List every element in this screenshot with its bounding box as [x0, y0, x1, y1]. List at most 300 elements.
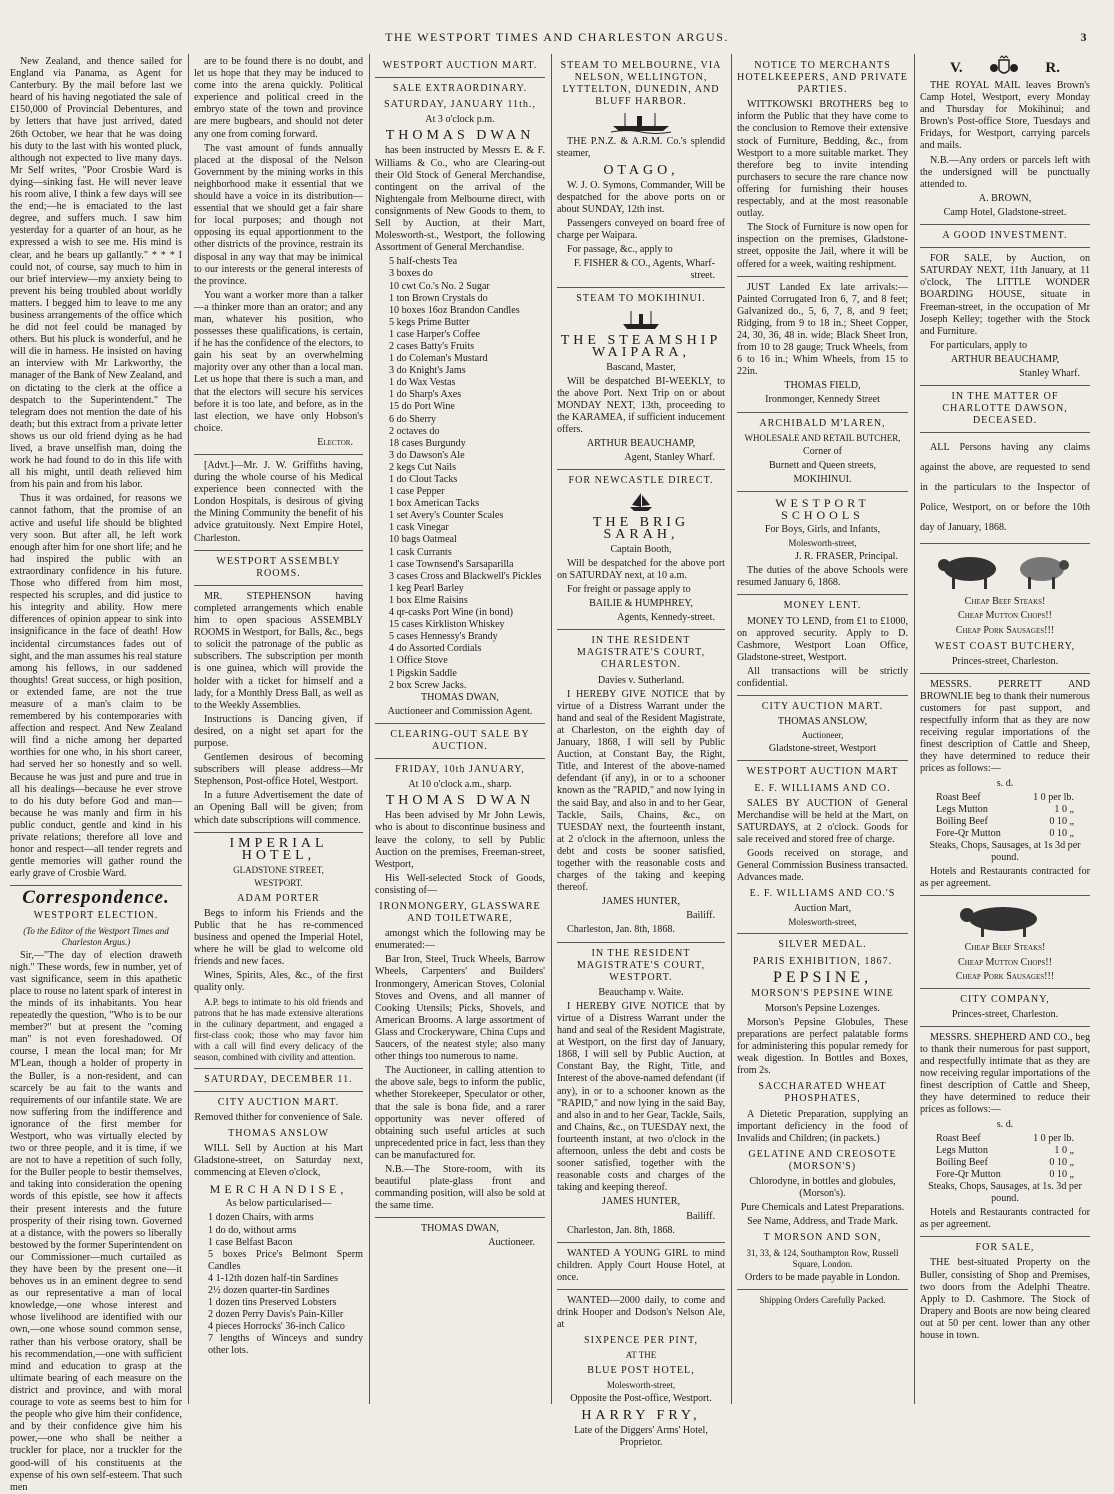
ad-subheading: As below particularised—: [225, 1198, 332, 1210]
column-4: [557, 56, 725, 1448]
signature: JAMES HUNTER,: [602, 896, 680, 908]
divider: [10, 885, 182, 886]
list-item: 18 cases Burgundy: [389, 437, 466, 449]
agent-address: Agents, Kennedy-street.: [617, 612, 715, 624]
letter-paragraph: The vast amount of funds annually placed at the disposal of the Nelson Government by the mining works in this neighborhood make it essential that we should have a voice in its distribution—essential that we should get a fair share for local purposes; and though not opposing its equal apportionment to the other districts of the province, restrain its disposal in any way that may be inimical to our interests or the general interests of the province.: [194, 142, 363, 287]
ad-text: JUST Landed Ex late arrivals:—Painted Corrugated Iron 6, 7, and 8 feet; Galvanized do., 5, 6, 7, 8, and 9 feet; Ridging, from 9 to 18 in.; Sheet Copper, 24, 30, 36, 48 in. wide; Black Sheet Iron, from 10 to 28 gauge; Truck Wheels, from 6 to 16 in.; Whim Wheels, from 15 to 22in.: [737, 281, 908, 378]
list-item: 4 qr-casks Port Wine (in bond): [389, 607, 513, 619]
list-item: 1 cask Vinegar: [389, 522, 449, 534]
divider: [194, 550, 363, 551]
list-item: 10 boxes 16oz Brandon Candles: [389, 304, 520, 316]
address: Gladstone-street, Westport: [768, 743, 877, 755]
ad-text: A Dietetic Preparation, supplying an important deficiency in the food of Invalids and Children; (in packets.): [737, 1108, 908, 1144]
case-name: Davies v. Sutherland.: [597, 674, 685, 686]
divider: [920, 224, 1090, 225]
notice-date: Charleston, Jan. 8th, 1868.: [567, 1224, 675, 1236]
column-6: [920, 56, 1090, 1406]
sailing-ship-icon: [628, 491, 654, 513]
address: Princes-street, Charleston.: [951, 655, 1059, 667]
list-item: 2 dozen Perry Davis's Pain-Killer: [208, 1309, 344, 1321]
list-item: 1 do Sharp's Axes: [389, 389, 462, 401]
address: WESTPORT.: [254, 877, 303, 888]
ad-text: MOKIHINUI.: [793, 473, 852, 485]
ad-text: MESSRS. PERRETT AND BROWNLIE beg to thank their numerous customers for past support, and respectfully inform that as they are now receiving regular importations of the finest description of Cattle and Sheep, they have determined to reduce their prices as follows:—: [920, 678, 1090, 775]
ad-text: MR. STEPHENSON having completed arrangements which enable him to open spacious ASSEMBLY ROOMS in Westport, for Balls, &c., begs to solicit the patronage of the public as subscribers. The subscription per month is one guinea, which will provide the holder with a ticket for himself and a lady, for a Monthly Dress Ball, as well as to the Weekly Assemblies.: [194, 590, 363, 711]
ad-text: Steaks, Chops, Sausages, at 1s 3d per pound.: [929, 840, 1081, 864]
ad-text: Morson's Pepsine Globules, These preparations are perfect palatable forms for administering this popular remedy for weak digestion. In Bottles and Boxes, from 2s.: [737, 1016, 908, 1077]
ad-heading: IN THE RESIDENT MAGISTRATE'S COURT, CHARLESTON.: [576, 635, 706, 671]
signature: THOMAS DWAN,: [421, 691, 499, 703]
ad-text: For passage, &c., apply to: [567, 244, 673, 256]
steamship-icon: [621, 309, 661, 331]
list-item: 1 Pigskin Saddle: [389, 667, 457, 679]
price-unit: s. d.: [996, 777, 1014, 789]
item-list: [194, 1212, 363, 1357]
signature: THOMAS FIELD,: [784, 380, 861, 392]
hotel-name: BLUE POST HOTEL,: [587, 1365, 695, 1377]
column-rule: [551, 54, 552, 1404]
ad-heading: PARIS EXHIBITION, 1867.: [752, 955, 893, 967]
ad-heading: CITY AUCTION MART.: [761, 701, 884, 713]
ad-text: Hotels and Restaurants contracted for as per agreement.: [920, 866, 1090, 890]
list-item: 1 case Townsend's Sarsaparilla: [389, 558, 514, 570]
ad-text: The duties of the above Schools were resumed January 6, 1868.: [737, 565, 908, 589]
divider: [557, 1289, 725, 1290]
price-row: [920, 816, 1090, 828]
ad-text: Auction Mart,: [793, 903, 852, 915]
divider: [920, 432, 1090, 433]
price-value: 0 10 „: [1049, 815, 1074, 827]
list-item: 5 cases Hennessy's Brandy: [389, 631, 498, 643]
ad-text: THE ROYAL MAIL leaves Brown's Camp Hotel, Westport, every Monday and Thursday for Mokihinui; and Brown's Post-office Store, Tuesdays and Fridays, for Westport, carrying parcels and mails.: [920, 80, 1090, 152]
ad-text: Bascand, Master,: [606, 361, 676, 373]
sale-date: FRIDAY, 10th JANUARY,: [395, 764, 525, 776]
letter-paragraph: are to be found there is no doubt, and let us hope that they may be induced to come into the arena quickly. Political experience and political creed in the embryo state of the town and province are mere bugbears, and should not deter any one from coming forward.: [194, 56, 363, 140]
price-item: Legs Mutton: [936, 1144, 988, 1156]
divider: [557, 287, 725, 288]
divider: [194, 832, 363, 833]
address: GLADSTONE STREET,: [233, 864, 324, 875]
notice-text: I HEREBY GIVE NOTICE that by virtue of a Distress Warrant under the hand and seal of the Resident Magistrate, at Westport, on the first day of January, 1868, I will sell by Public Auction, at Constant Bay, the Right, Title, and Interest of the above-named defendant (if any), in or to a schooner known as the "RAPID," and now lying in the said Bay, and also in and to her Gear, Tackle, Sails, and Chains, &c., on TUESDAY next, the fourteenth instant, at two o'clock in the afternoon, unless the debt and costs be sooner satisfied, together with the reasonable costs and charges of the taking and keeping thereof.: [557, 1000, 725, 1194]
price-item: Boiling Beef: [936, 1156, 988, 1168]
list-item: 3 do Knight's Jams: [389, 365, 466, 377]
ad-heading: SILVER MEDAL.: [778, 939, 867, 951]
ad-heading: SATURDAY, DECEMBER 11.: [204, 1073, 353, 1085]
ad-text: N.B.—Any orders or parcels left with the undersigned will be punctually attended to.: [920, 154, 1090, 190]
signature-title: Stanley Wharf.: [1019, 367, 1080, 379]
masthead: [0, 30, 1114, 48]
ad-text: Auctioneer,: [801, 730, 844, 741]
ad-text: SALES BY AUCTION of General Merchandise will be held at the Mart, on SATURDAYS, at 2 o'clock. Goods for sale received and stored free of charge.: [737, 797, 908, 845]
ad-text: Will be despatched for the above port on SATURDAY next, at 10 a.m.: [557, 557, 725, 581]
ad-heading: E. F. WILLIAMS AND CO.: [754, 782, 891, 794]
ad-text: The Auctioneer, in calling attention to the above sale, begs to inform the public, whether Storekeeper, Speculator or other, that the sale is bona fide, and a rarer opportunity was never offered of obtaining such useful articles at such unprecedented price in fact, less than they can be manufactured for.: [375, 1065, 545, 1161]
price-item: Boiling Beef: [936, 815, 988, 827]
ad-heading: WEST COAST BUTCHERY,: [934, 640, 1076, 652]
letter-paragraph: You want a worker more than a talker—a thinker more than an orator; and any man, whatever his position, who possesses these qualifications, is certain, if he has the confidence of the electors, to gain his seat by an overwhelming majority over any other than a local man. Let us hope that there is such a man, and that the electors will secure his services before it is too late, and before, as in the last election, we have only Hobson's choice.: [194, 289, 363, 434]
agent: BAILIE & HUMPHREY,: [589, 598, 693, 610]
bull-icon: [945, 901, 1065, 939]
divider: [920, 385, 1090, 386]
royal-coat-of-arms-icon: [989, 56, 1019, 80]
price-value: 0 10 „: [1049, 1168, 1074, 1180]
list-item: 15 do Port Wine: [389, 401, 455, 413]
list-item: 6 do Sherry: [389, 413, 437, 425]
ad-text: AT THE: [625, 1350, 657, 1361]
list-item: 1 box American Tacks: [389, 498, 480, 510]
divider: [920, 247, 1090, 248]
crest-letter: V.: [950, 59, 963, 76]
price-value: 1 0 per lb.: [1033, 791, 1074, 803]
ad-text: Has been advised by Mr John Lewis, who is about to discontinue business and leave the colony, to sell by Public Auction on the premises, Freeman-street, Westport,: [375, 810, 545, 870]
ad-text: Begs to inform his Friends and the Public that he has re-commenced business and opened the Imperial Hotel, where he will be glad to welcome old friends and new faces.: [194, 907, 363, 968]
ad-heading: MONEY LENT.: [783, 600, 862, 612]
editor-note: (To the Editor of the Westport Times and Charleston Argus.): [23, 925, 169, 947]
list-item: 5 boxes Price's Belmont Sperm Candles: [208, 1248, 363, 1272]
divider: [920, 1236, 1090, 1237]
price-list: [920, 792, 1090, 840]
list-item: 15 cases Kirkliston Whiskey: [389, 619, 505, 631]
ad-heading: SALE EXTRAORDINARY.: [392, 83, 528, 95]
ad-text: His Well-selected Stock of Goods, consisting of—: [375, 872, 545, 896]
sale-time: At 10 o'clock a.m., sharp.: [408, 779, 512, 791]
ad-text: WITTKOWSKI BROTHERS beg to inform the Public that they have come to the conclusion to Remove their extensive stock of Furniture, Bedding, &c., from Westport to a more suitable market. They therefore beg to invite intending purchasers to secure the rare chance now offering for furnishing their houses respectably, and at the most reasonable outlay.: [737, 99, 908, 220]
sale-time: At 3 o'clock p.m.: [425, 114, 495, 126]
agent: ARTHUR BEAUCHAMP,: [586, 438, 696, 450]
divider: [557, 469, 725, 470]
divider: [557, 942, 725, 943]
list-item: 3 boxes do: [389, 268, 433, 280]
list-item: 7 lengths of Winceys and sundry other lots.: [208, 1333, 363, 1357]
price-unit: s. d.: [996, 1118, 1014, 1130]
ad-text: Passengers conveyed on board free of charge per Waipara.: [557, 217, 725, 242]
case-name: Beauchamp v. Waite.: [598, 986, 684, 998]
notice-text: ALL Persons having any claims against the above, are requested to send in the particulars to the Inspector of Police, Westport, on or before the 10th day of January, 1868.: [920, 442, 1090, 534]
list-item: 3 cases Cross and Blackwell's Pickles: [389, 570, 542, 582]
list-item: 2 kegs Cut Nails: [389, 461, 457, 473]
divider: [737, 695, 908, 696]
price-row: [920, 804, 1090, 816]
list-item: 1 dozen tins Preserved Lobsters: [208, 1297, 337, 1309]
ad-text: Bar Iron, Steel, Truck Wheels, Barrow Wheels, Carpenters' and Builders' Ironmongery, American Stoves, Colonial Stoves and Ovens, and all manner of Cooking Utensils; Picks, Shovels, and American Brooms. A large assortment of Glass and Crockeryware, China Cups and Saucers, of the neatest style; also many other things too numerous to name.: [375, 954, 545, 1063]
list-item: 1 do Wax Vestas: [389, 377, 456, 389]
address: Opposite the Post-office, Westport.: [570, 1393, 712, 1405]
ad-heading: MERCHANDISE,: [209, 1182, 348, 1197]
product-name: SACCHARATED WHEAT PHOSPHATES,: [758, 1081, 887, 1105]
ad-heading: STEAM TO MELBOURNE, VIA NELSON, WELLINGTON, LYTTELTON, DUNEDIN, AND BLUFF HARBOR.: [560, 60, 722, 108]
column-rule: [188, 54, 189, 1404]
ad-text: Gentlemen desirous of becoming subscribers will please address—Mr Stephenson, Post-office Hotel, Westport.: [194, 752, 363, 788]
list-item: 1 case Belfast Bacon: [208, 1236, 293, 1248]
signature-title: Camp Hotel, Gladstone-street.: [943, 206, 1067, 218]
price-row: [920, 792, 1090, 804]
ad-heading: PEPSINE,: [772, 968, 873, 986]
ad-text: See Name, Address, and Trade Mark.: [747, 1216, 898, 1228]
price-item: Roast Beef: [936, 1132, 981, 1144]
ad-text: Chlorodyne, in bottles and globules, (Morson's).: [749, 1176, 896, 1200]
cattle-and-sheep-icon: [930, 549, 1080, 593]
ad-text: For particulars, apply to: [930, 339, 1027, 351]
ad-heading: FOR NEWCASTLE DIRECT.: [568, 475, 714, 487]
ad-text: A.P. begs to intimate to his old friends and patrons that he has made extensive alterations in the culinary department, and engaged a first-class cook; those who may favor him with a call will find every delicacy of the season, combined with civility and attention.: [194, 996, 363, 1062]
column-3: [375, 56, 545, 1406]
ad-heading: WESTPORT ASSEMBLY ROOMS.: [216, 555, 341, 579]
ad-text: WHOLESALE AND RETAIL BUTCHER,: [744, 432, 901, 443]
ad-text: For freight or passage apply to: [567, 584, 691, 595]
price-list: [920, 1133, 1090, 1181]
steamship-icon: [611, 111, 671, 133]
ad-text: For Boys, Girls, and Infants,: [764, 524, 881, 536]
list-item: 1 do do, without arms: [208, 1224, 297, 1236]
price-value: 0 10 „: [1049, 1156, 1074, 1168]
ad-text: Captain Booth,: [610, 543, 672, 555]
ad-text: Goods received on storage, and General Commission Business transacted. Advances made.: [737, 847, 908, 884]
price-row: [920, 1169, 1090, 1181]
slogan: Cheap Pork Sausages!!!: [955, 970, 1055, 982]
ad-text: Will be despatched BI-WEEKLY, to the above Port. Next Trip on or about MONDAY NEXT, 13th, proceeding to the KARAMEA, if sufficient inducement offers.: [557, 375, 725, 436]
item-list: [375, 256, 545, 691]
ad-text: Instructions is Dancing given, if desired, on a night set apart for the purpose.: [194, 713, 363, 749]
list-item: 4 do Assorted Cordials: [389, 643, 482, 655]
ad-heading: IRONMONGERY, GLASSWARE AND TOILETWARE,: [379, 901, 541, 925]
price-item: Roast Beef: [936, 791, 981, 803]
product-name: Morson's Pepsine Lozenges.: [765, 1002, 880, 1014]
price-value: 1 0 per lb.: [1033, 1132, 1074, 1144]
ad-heading: WESTPORT SCHOOLS: [775, 495, 870, 522]
slogan: Cheap Mutton Chops!!: [958, 956, 1052, 968]
price-value: 1 0 „: [1054, 1144, 1074, 1156]
divider: [737, 412, 908, 413]
ad-text: In a future Advertisement the date of an Opening Ball will be given; from which date subscriptions will commence.: [194, 790, 363, 826]
divider: [920, 988, 1090, 989]
ad-text: has been instructed by Messrs E. & F. Williams & Co., who are Clearing-out their Old Stock of General Merchandise, contingent on the arrival of the Nightengale from Melbourne direct, with consignments of New Goods to them, to Sell by Auction, at their Mart, Molesworth-st., Westport, the following Assortment of General Merchandise.: [375, 145, 545, 254]
divider: [920, 543, 1090, 544]
list-item: 1 Office Stove: [389, 655, 448, 667]
list-item: 1 do Clout Tacks: [389, 474, 458, 485]
price-row: [920, 1133, 1090, 1145]
ad-text: The Stock of Furniture is now open for inspection on the premises, Gladstone-street, opposite the Jail, where it will be offered for a week, waiting reshipment.: [737, 222, 908, 270]
list-item: 1 box Elme Raisins: [389, 594, 468, 606]
crest-letter: R.: [1045, 59, 1060, 76]
ad-text: WANTED—2000 daily, to come and drink Hooper and Dodson's Nelson Ale, at: [557, 1294, 725, 1331]
divider: [194, 454, 363, 455]
vessel-name: OTAGO,: [603, 162, 679, 178]
signature: A. BROWN,: [978, 192, 1032, 204]
divider: [557, 1242, 725, 1243]
divider: [737, 491, 908, 492]
ad-text: Late of the Diggers' Arms' Hotel, Proprietor.: [574, 1424, 708, 1448]
list-item: 10 cwt Co.'s No. 2 Sugar: [389, 280, 490, 292]
address: Molesworth-street,: [606, 1380, 676, 1391]
signature: ARTHUR BEAUCHAMP,: [950, 353, 1060, 365]
ad-text: Shipping Orders Carefully Packed.: [759, 1294, 886, 1305]
price-row: [920, 1145, 1090, 1157]
product-name: MORSON'S PEPSINE WINE: [751, 987, 894, 999]
ad-heading: CITY AUCTION MART.: [217, 1096, 340, 1108]
ad-heading: CITY COMPANY,: [960, 993, 1050, 1005]
price-row: [920, 828, 1090, 840]
ad-text: MESSRS. SHEPHERD AND CO., beg to thank their numerous for past support, and respectfully intimate that as they are now receiving regular importations of the finest description of Cattle and Sheep, they have determined to reduce their prices as follows:—: [920, 1031, 1090, 1116]
ad-text: THOMAS ANSLOW,: [777, 716, 868, 728]
vessel-name: THE STEAMSHIP WAIPARA,: [560, 332, 722, 360]
divider: [194, 585, 363, 586]
price-item: Fore-Qr Mutton: [936, 1168, 1001, 1180]
company-name: T MORSON AND SON,: [763, 1232, 882, 1244]
divider: [737, 1289, 908, 1290]
ad-text: N.B.—The Store-room, with its beautiful plate-glass front and commanding position, will also be sold at the same time.: [375, 1163, 545, 1212]
ad-text: Hotels and Restaurants contracted for as per agreement.: [920, 1207, 1090, 1231]
list-item: 1 case Pepper: [389, 486, 445, 498]
list-item: 10 bags Oatmeal: [389, 534, 457, 546]
article-heading: WESTPORT ELECTION.: [33, 910, 159, 922]
list-item: 1 ton Brown Crystals do: [389, 292, 488, 304]
ad-heading: STEAM TO MOKIHINUI.: [576, 293, 706, 305]
ad-heading: FOR SALE,: [975, 1242, 1035, 1254]
slogan: Cheap Pork Sausages!!!: [955, 624, 1055, 636]
address: 31, 33, & 124, Southampton Row, Russell Square, London.: [746, 1247, 899, 1269]
column-5: [737, 56, 908, 1406]
list-item: 2 octaves do: [389, 425, 440, 437]
ad-text: W. J. O. Symons, Commander, Will be despatched for the above ports on or about SUNDAY, 12th inst.: [557, 179, 725, 215]
address: Molesworth-street,: [788, 917, 857, 928]
slogan: Cheap Mutton Chops!!: [958, 610, 1052, 622]
auctioneer-name: THOMAS DWAN: [385, 793, 535, 809]
vessel-name: THE BRIG SARAH,: [592, 514, 690, 542]
ad-text: Pure Chemicals and Latest Preparations.: [740, 1202, 905, 1214]
address: Princes-street, Charleston.: [951, 1008, 1059, 1020]
ad-text: Orders to be made payable in London.: [744, 1271, 900, 1283]
list-item: 4 1-12th dozen half-tin Sardines: [208, 1272, 339, 1284]
ad-heading: NOTICE TO MERCHANTS HOTELKEEPERS, AND PRIVATE PARTIES.: [737, 60, 908, 96]
price-row: [920, 1157, 1090, 1169]
price-value: 0 10 „: [1049, 827, 1074, 839]
address: Molesworth-street,: [788, 538, 857, 549]
ad-text: THE best-situated Property on the Buller, consisting of Shop and Premises, two doors from the Adelphi Theatre. Apply to D. Cashmore. The Stock of Drapery and Boots are now being cleared out at 50 per cent. lower than any other house in town.: [920, 1257, 1090, 1342]
ad-text: WILL Sell by Auction at his Mart Gladstone-street, on Saturday next, commencing at Eleven o'clock,: [194, 1142, 363, 1179]
notice-date: Charleston, Jan. 8th, 1868.: [567, 924, 675, 936]
signature-title: Auctioneer.: [488, 1237, 535, 1249]
list-item: 2 cases Batty's Fruits: [389, 340, 475, 352]
divider: [920, 1026, 1090, 1027]
divider: [375, 1217, 545, 1218]
obituary-paragraph: New Zealand, and thence sailed for England via Panama, as Agent for Canterbury. By the mail before last we heard of his having negotiated the sale of £150,000 of Provincial Debentures, and by letters that have just arrived, dated 26th October, we hear that he was doing his duty to the last with his wonted pluck, although not expected to live many days. Mr Self writes, "Poor Crosbie Ward is dying—sinking fast. He will never leave his room alive, I think a few days will see the end;—he is emaciated to the last degree, and suffers much. I saw him yesterday for a quarter of an hour, as he expressed a wish to see me. His mind is clear, and he bears up gallantly." * * * I could not, of course, say much to him in our brief interview—my anxiety being to prevent his being troubled about worldly matters. I begged him to leave to me any business arrangements of the office which he did not feel could be managed by others. But his pluck is wonderful, and he will die in harness. He insisted on having an interview with Mr Larkworthy, the manager of the Bank of New Zealand, and on dictating to the clerk at the office a despatch to the Superintendent." The telegram does not mention the date of his death; but this extract from a private letter shows us our old friend dying as he had lived, a brave unselfish man, doing the work he had found to do in this life with all his might, until death relieved him from his pain and from his labor.: [10, 56, 182, 491]
signature: JAMES HUNTER,: [602, 1196, 680, 1208]
divider: [920, 895, 1090, 896]
slogan: Cheap Beef Steaks!: [964, 942, 1046, 954]
agent-address: Agent, Stanley Wharf.: [624, 452, 715, 464]
ad-text: MONEY TO LEND, from £1 to £1000, on approved security. Apply to D. Cashmore, Westport Loan Office, Gladstone-street, Westport.: [737, 615, 908, 663]
divider: [737, 933, 908, 934]
ad-text: Wines, Spirits, Ales, &c., of the first quality only.: [194, 970, 363, 994]
ad-text: WANTED A YOUNG GIRL to mind children. Apply Court House Hotel, at once.: [557, 1247, 725, 1283]
ad-heading: SIXPENCE PER PINT,: [584, 1335, 698, 1347]
letter-paragraph: Sir,—"The day of election draweth nigh." These words, few in number, yet of vast significance, seem in this apathetic place to rouse no latent spark of interest in the minds of its inhabitants. You hear repeatedly the question, "Who is to be our member?" but at present the "coming man" is not even foreshadowed. Of course, I mean the local man; for Mr M'Lean, though a holder of property in the Buller, is a non-resident, and can scarcely be au fait to the wants and requirements of our infantile state. We are now suffering from the indifference and ignorance of the first member for Westport, who was virtually elected by two or three people, and it is time, if we are not to have a repetition of such folly, for the Buller people to bestir themselves, and taking into consideration the opening words of this epistle, see how it affects their present interests and the future prosperity of their rising town. Governed at a distance, with the powers so liberally bestowed by the former Superintendent on our Commissioner—much curtailed as they have been by the present one—it behoves us in an eminent degree to send as our representative a man of local knowledge,—one whose interest and whose livelihood are identified with our own,—one whose sound common sense, rather than his verbose oratory, shall be his recommendation,—one with sufficient mind and education to grasp at the ultimate bearing of each measure on the district and province, and with moral courage to vote as seems best to him for the people who give him their confidence, and by their confidence give him his power,—one who shall be neither a truckler for place, nor a truckler for the good-will of his constituents at the expense of his own self-esteem. That such men: [10, 949, 182, 1493]
divider: [737, 276, 908, 277]
ad-text: Steaks, Chops, Sausages, at 1s. 3d per pound.: [928, 1181, 1082, 1205]
page-number: 3: [1080, 30, 1088, 44]
section-title: Correspondence.: [22, 887, 170, 909]
ad-text: THE P.N.Z. & A.R.M. Co.'s splendid steamer,: [557, 136, 725, 160]
list-item: 1 case Harper's Coffee: [389, 328, 481, 340]
ad-text: FOR SALE, by Auction, on SATURDAY NEXT, 11th January, at 11 o'clock, The LITTLE WONDER BOARDING HOUSE, situate in Freeman-street, in the occupation of Mr Joseph Kelley; together with the Stock and Furniture.: [920, 253, 1090, 337]
column-rule: [731, 54, 732, 1404]
divider: [194, 1091, 363, 1092]
notice-text: I HEREBY GIVE NOTICE that by virtue of a Distress Warrant under the hand and seal of the Resident Magistrate, at Charleston, on the eighth day of January, 1868, I will sell by Public Auction, at Constant Bay, the Right, Title, and Interest of the above-named defendant (if any), in or to a schooner known as the "RAPID," and now lying in the said Bay, and also in and to her Gear, Tackle, Sails, Chains, &c., on TUESDAY next, the fourteenth instant, at 2 o'clock in the afternoon, unless the debt and costs be sooner satisfied, together with the reasonable costs and charges of the taking and keeping thereof.: [557, 688, 725, 894]
ad-heading: WESTPORT AUCTION MART: [746, 766, 899, 778]
ad-subheading: Removed thither for convenience of Sale.: [194, 1111, 363, 1123]
ad-text: All transactions will be strictly confidential.: [737, 665, 908, 690]
royal-crest: [920, 56, 1090, 80]
signature: THOMAS DWAN,: [421, 1223, 499, 1235]
signature-title: Ironmonger, Kennedy Street: [765, 394, 880, 406]
column-2: [194, 56, 363, 1406]
divider: [194, 1068, 363, 1069]
agent: F. FISHER & CO., Agents, Wharf-street.: [573, 258, 715, 282]
column-rule: [914, 54, 915, 1404]
ad-heading: IN THE RESIDENT MAGISTRATE'S COURT, WESTPORT.: [576, 947, 706, 983]
column-rule: [369, 54, 370, 1404]
list-item: 3 do Dawson's Ale: [389, 449, 465, 461]
list-item: 5 half-chests Tea: [389, 256, 458, 268]
list-item: 1 set Avery's Counter Scales: [389, 510, 504, 522]
ad-heading: IN THE MATTER OF CHARLOTTE DAWSON, DECEASED.: [942, 391, 1068, 427]
obituary-paragraph: Thus it was ordained, for reasons we cannot fathom, that the promise of an active and useful life should be blighted very soon. But after all, he left work enough after him for one short life; and he had inspired the public with an extraordinary confidence in his future. Those who differed from him most, respected his scruples, and did justice to his integrity and ability. How mere differences of opinion appear to sink into insignificance in the face of death! How incidental circumstances fades out of sight, and the man assumes his real stature among his fellows, in our saddened thoughts! Great success, or high position, or extended fame, are not the true measure of a man's claim to be remembered by his contemporaries with affection and respect. And New Zealand will find a niche among her departed worthies for one who, in his short career, had served her so honestly and so well. Because he was just and pure and true in all his dealings—because he ever strove to do his duty before God and man—because he was manly and firm in his public conduct, gentle and kind in his private relations; therefore all love and honor and respect—all tender regrets and gentle memories will gather round the early grave of Crosbie Ward.: [10, 493, 182, 880]
price-item: Fore-Qr Mutton: [936, 827, 1001, 839]
advertisement: [Advt.]—Mr. J. W. Griffiths having, during the whole course of his Medical experience been connected with the London Hospitals, is desirous of giving the Mining Community the benefit of his advice gratuitously. Next Empire Hotel, Charleston.: [194, 460, 363, 544]
ad-text: amongst which the following may be enumerated:—: [375, 928, 545, 952]
auctioneer-name: THOMAS DWAN: [385, 128, 535, 144]
divider: [737, 594, 908, 595]
list-item: 1 do Coleman's Mustard: [389, 353, 488, 365]
ad-heading: WESTPORT AUCTION MART.: [382, 60, 538, 71]
ad-heading: A GOOD INVESTMENT.: [942, 230, 1068, 242]
ad-heading: E. F. WILLIAMS AND CO.'S: [749, 888, 896, 900]
list-item: 2½ dozen quarter-tin Sardines: [208, 1284, 330, 1296]
price-item: Legs Mutton: [936, 803, 988, 815]
proprietor-name: HARRY FRY,: [581, 1407, 701, 1423]
signature-title: Bailiff.: [686, 1210, 715, 1222]
signature-title: Bailiff.: [686, 910, 715, 922]
ad-heading: IMPERIAL HOTEL,: [229, 835, 328, 863]
auctioneer-name: THOMAS ANSLOW: [228, 1127, 329, 1139]
list-item: 5 kegs Prime Butter: [389, 316, 470, 328]
list-item: 1 keg Pearl Barley: [389, 582, 464, 594]
divider: [920, 673, 1090, 674]
ad-heading: CLEARING-OUT SALE BY AUCTION.: [390, 728, 530, 752]
slogan: Cheap Beef Steaks!: [964, 596, 1046, 608]
divider: [557, 629, 725, 630]
list-item: 4 pieces Horrocks' 36-inch Calico: [208, 1321, 345, 1333]
list-item: 1 cask Currants: [389, 546, 452, 558]
divider: [375, 77, 545, 78]
sale-date: SATURDAY, JANUARY 11th.,: [384, 99, 536, 111]
divider: [737, 760, 908, 761]
price-value: 1 0 „: [1054, 803, 1074, 815]
ad-heading: ARCHIBALD M'LAREN,: [759, 417, 886, 429]
list-item: 1 dozen Chairs, with arms: [208, 1212, 314, 1224]
ad-text: Burnett and Queen streets,: [768, 459, 877, 471]
product-name: GELATINE AND CREOSOTE (MORSON'S): [748, 1148, 897, 1172]
proprietor-name: ADAM PORTER: [237, 892, 320, 904]
signature: J. R. FRASER, Principal.: [795, 551, 898, 563]
letter-signature: Elector.: [317, 436, 353, 448]
divider: [375, 723, 545, 724]
page-title: THE WESTPORT TIMES AND CHARLESTON ARGUS.: [385, 30, 729, 44]
ad-text: Corner of: [803, 445, 842, 457]
column-1: [10, 56, 182, 1493]
divider: [375, 758, 545, 759]
signature-title: Auctioneer and Commission Agent.: [387, 705, 533, 717]
